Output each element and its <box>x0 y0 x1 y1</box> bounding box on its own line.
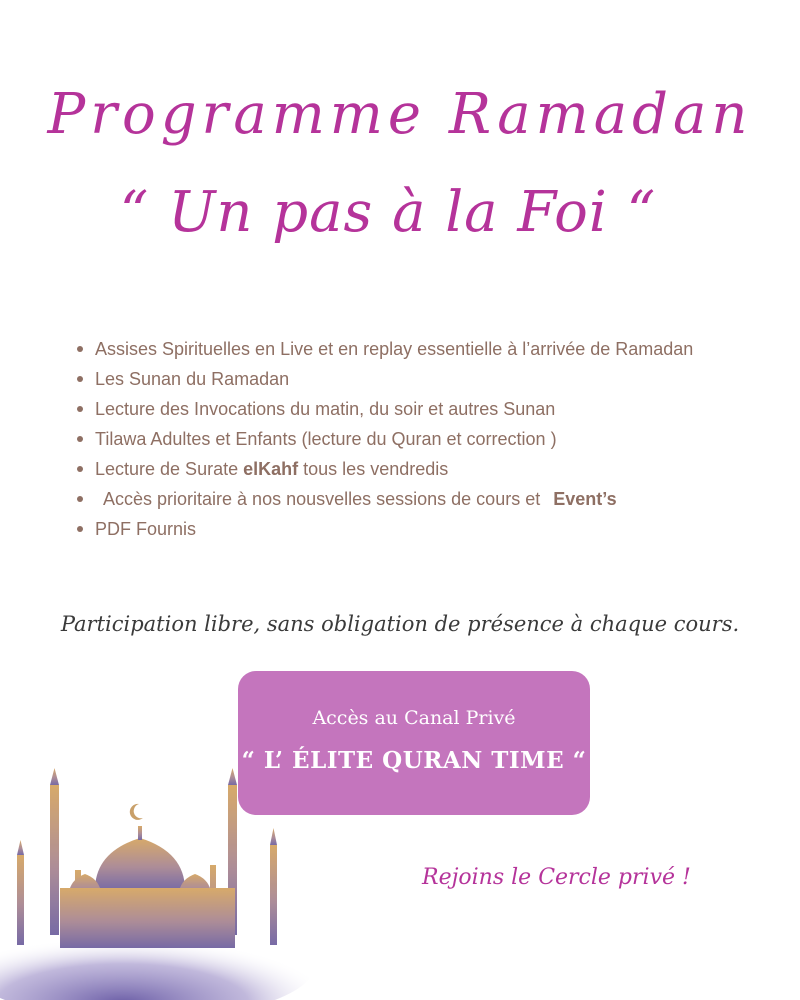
feature-text-bold: Event’s <box>553 489 617 509</box>
participation-note: Participation libre, sans obligation de présence à chaque cours. <box>60 612 740 636</box>
list-item <box>75 367 775 391</box>
list-item <box>75 337 775 361</box>
list-item <box>75 427 775 451</box>
list-item <box>75 397 775 421</box>
bullet-icon <box>77 466 83 472</box>
feature-text-bold: elKahf <box>243 459 299 479</box>
feature-text: Les Sunan du Ramadan <box>95 369 290 389</box>
feature-text-suffix: tous les vendredis <box>303 459 449 479</box>
bullet-icon <box>77 496 83 502</box>
feature-text: Tilawa Adultes et Enfants (lecture du Quran et correction ) <box>95 429 557 449</box>
page-subtitle: “ Un pas à la Foi “ <box>119 180 657 245</box>
bullet-icon <box>77 406 83 412</box>
features-list <box>75 337 775 547</box>
feature-text: Assises Spirituelles en Live et en replay essentielle à l’arrivée de Ramadan <box>95 339 694 359</box>
bullet-icon <box>77 376 83 382</box>
bullet-icon <box>77 526 83 532</box>
cta-label: Accès au Canal Privé <box>312 707 516 729</box>
feature-text-prefix: Lecture de Surate <box>95 459 239 479</box>
mosque-icon <box>0 760 330 1000</box>
feature-text-prefix: Accès prioritaire à nos nousvelles sessions de cours et <box>103 489 541 509</box>
feature-text: Lecture des Invocations du matin, du soir et autres Sunan <box>95 399 556 419</box>
bullet-icon <box>77 346 83 352</box>
footer-cta-text: Rejoins le Cercle privé ! <box>422 865 691 890</box>
cta-title: “ L’ ÉLITE QURAN TIME “ <box>241 747 587 774</box>
list-item <box>75 487 775 511</box>
list-item <box>75 457 775 481</box>
feature-text: PDF Fournis <box>95 519 197 539</box>
bullet-icon <box>77 436 83 442</box>
list-item <box>75 517 775 541</box>
page-title: Programme Ramadan <box>47 82 753 147</box>
